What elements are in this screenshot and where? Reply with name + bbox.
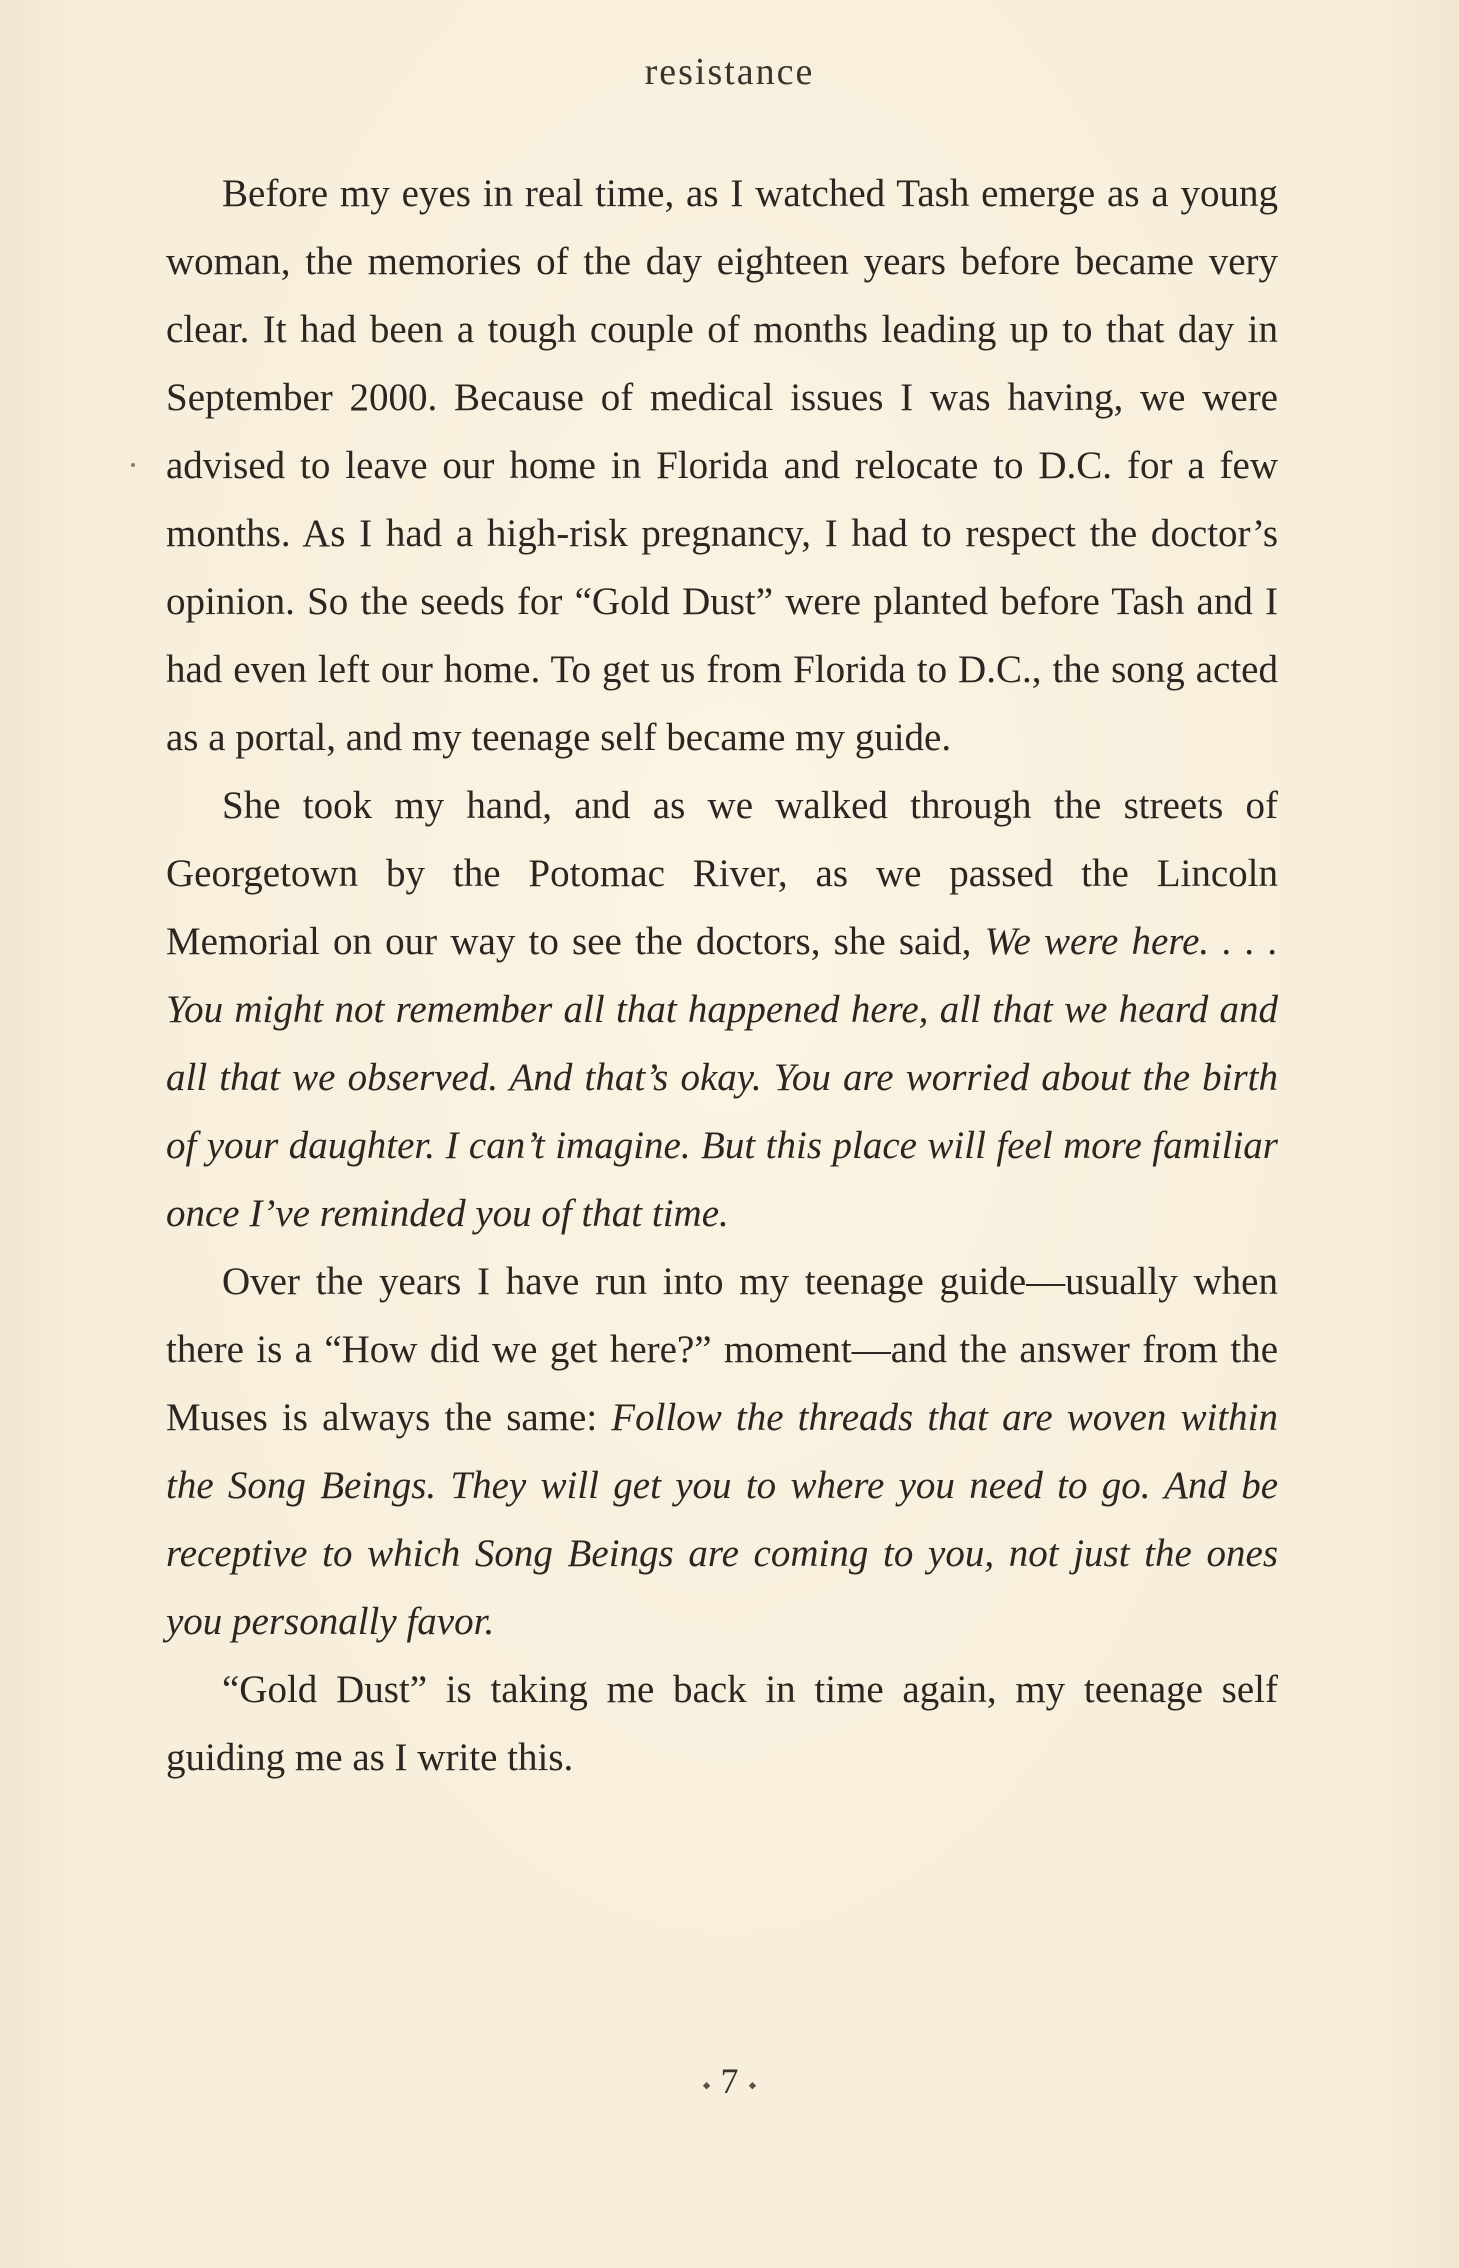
paragraph-text: She took my hand, and as we walked through the streets of Georgetown by the Potomac River, as we passed the Lincoln Memorial on our way to see the doctors, she said, xyxy=(166,784,1278,963)
page-folio xyxy=(0,2060,1459,2102)
running-head: resistance xyxy=(644,51,815,93)
body-text xyxy=(166,160,1278,1792)
paragraph-text: Before my eyes in real time, as I watched Tash emerge as a young woman, the memories of the day eighteen years before became very clear. It had been a tough couple of months leading up to that day in September 2000. Because of medical issues I was having, we were advised to leave our home in Florida and relocate to D.C. for a few months. As I had a high-risk pregnancy, I had to respect the doctor’s opinion. So the seeds for “Gold Dust” were planted before Tash and I had even left our home. To get us from Florida to D.C., the song acted as a portal, and my teenage self became my guide. xyxy=(166,172,1278,759)
paragraph xyxy=(166,1248,1278,1656)
ornament-right-icon: ⬩ xyxy=(748,2071,757,2097)
paragraph-italic-text: Follow the threads that are woven within the Song Beings. They will get you to where you need to go. And be receptive to which Song Beings are coming to you, not just the ones you personally favor. xyxy=(166,1396,1278,1643)
paragraph xyxy=(166,1656,1278,1792)
page-number: 7 xyxy=(720,2061,739,2101)
paragraph xyxy=(166,772,1278,1248)
paragraph-text: “Gold Dust” is taking me back in time again, my teenage self guiding me as I write this. xyxy=(166,1668,1278,1779)
paragraph-italic-text: We were here. . . . You might not remember all that happened here, all that we heard and all that we observed. And that’s okay. You are worried about the birth of your daughter. I can’t imagine. But this place will feel more familiar once I’ve reminded you of that time. xyxy=(166,920,1278,1235)
paragraph-text: Over the years I have run into my teenage guide—usually when there is a “How did we get here?” moment—and the answer from the Muses is always the same: xyxy=(166,1260,1278,1439)
ornament-left-icon: ⬩ xyxy=(702,2071,711,2097)
paper-speck xyxy=(131,463,135,467)
paragraph xyxy=(166,160,1278,772)
